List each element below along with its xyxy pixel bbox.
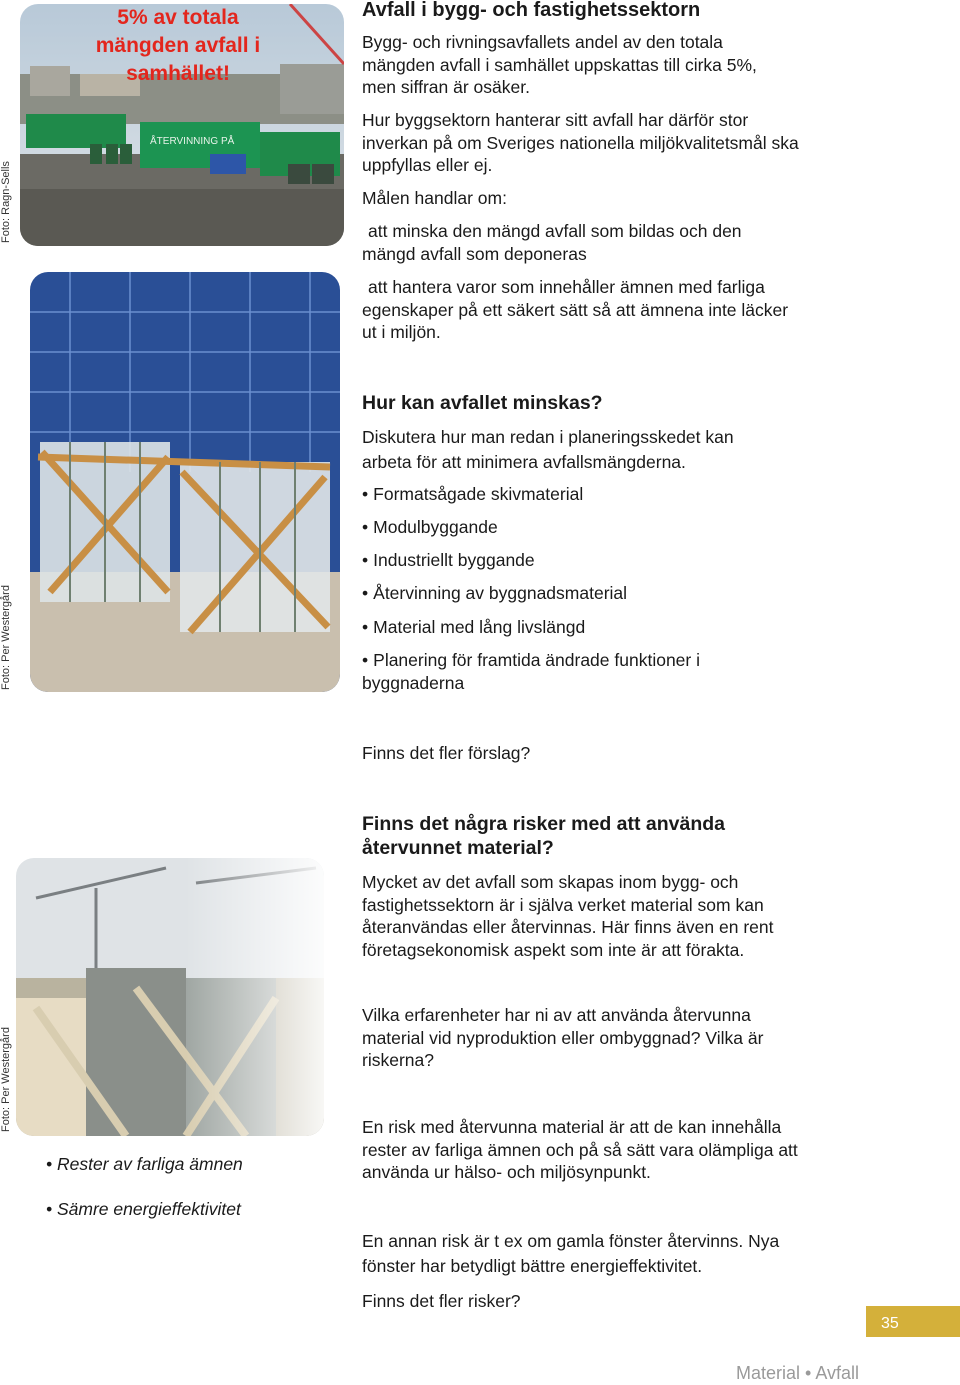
section-title-reduce: Hur kan avfallet minskas?: [362, 392, 603, 414]
paragraph-reuse: Mycket av det avfall som skapas inom bygg- och fastighetssektorn är i själva verket material som kan återanvändas eller återvinnas. Här finns även en rent företagsekonomisk aspekt som inte är att förakta.: [362, 872, 774, 960]
section-title-risks: Finns det några risker med att använda återvunnet material?: [362, 813, 726, 859]
bullet-item: • Industriellt byggande: [362, 550, 535, 570]
bullet-item: • Formatsågade skivmaterial: [362, 484, 584, 504]
photo-window-pallets: [30, 272, 340, 692]
paragraph-experiences: Vilka erfarenheter har ni av att använda återvunna material vid nyproduktion eller ombyggnad? Vilka är riskerna?: [362, 1005, 764, 1070]
photo-credit-1: Foto: Ragn-Sells: [0, 161, 12, 243]
paragraph-more-suggestions: Finns det fler förslag?: [362, 743, 531, 763]
photo-credit-2: Foto: Per Westergård: [0, 585, 12, 690]
footer-label: Material • Avfall: [736, 1363, 860, 1383]
paragraph-discuss: Diskutera hur man redan i planeringsskedet kan arbeta för att minimera avfallsmängderna.: [362, 427, 734, 472]
risk-bullet: • Rester av farliga ämnen: [46, 1154, 243, 1174]
risk-bullet: • Sämre energieffektivitet: [46, 1199, 241, 1219]
bullet-item: • Återvinning av byggnadsmaterial: [362, 583, 628, 603]
svg-text:ÅTERVINNING PÅ: ÅTERVINNING PÅ: [150, 136, 235, 147]
paragraph-risk-windows: En annan risk är t ex om gamla fönster återvinns. Nya fönster har betydligt bättre energieffektivitet.: [362, 1231, 780, 1276]
photo-old-windows: [16, 858, 324, 1136]
paragraph-risk-hazardous: En risk med återvunna material är att de kan innehålla rester av farliga ämnen och på så sätt vara olämpliga att använda ur hälso- och miljösynpunkt.: [362, 1117, 798, 1182]
bullet-item: • Material med lång livslängd: [362, 617, 586, 637]
paragraph-goals-intro: Målen handlar om:: [362, 188, 507, 208]
page-number: 35: [866, 1306, 960, 1337]
paragraph-waste-share: Bygg- och rivningsavfallets andel av den totala mängden avfall i samhället uppskattas till cirka 5%, men siffran är osäker.: [362, 32, 757, 97]
paragraph-more-risks: Finns det fler risker?: [362, 1291, 521, 1311]
bullet-item: • Planering för framtida ändrade funktioner i byggnaderna: [362, 650, 700, 693]
photo-credit-3: Foto: Per Westergård: [0, 1027, 12, 1132]
photo-overlay-headline: 5% av totala mängden avfall i samhället!: [95, 6, 261, 85]
paragraph-goal-2: att hantera varor som innehåller ämnen med farliga egenskaper på ett säkert sätt så att ämnena inte läcker ut i miljön.: [362, 277, 789, 342]
section-title-waste: Avfall i bygg- och fastighetssektorn: [362, 0, 701, 21]
bullet-item: • Modulbyggande: [362, 517, 498, 537]
paragraph-goal-1: att minska den mängd avfall som bildas och den mängd avfall som deponeras: [362, 221, 742, 264]
paragraph-impact: Hur byggsektorn hanterar sitt avfall har därför stor inverkan på om Sveriges nationella miljökvalitetsmål ska uppfyllas eller ej.: [362, 110, 799, 175]
